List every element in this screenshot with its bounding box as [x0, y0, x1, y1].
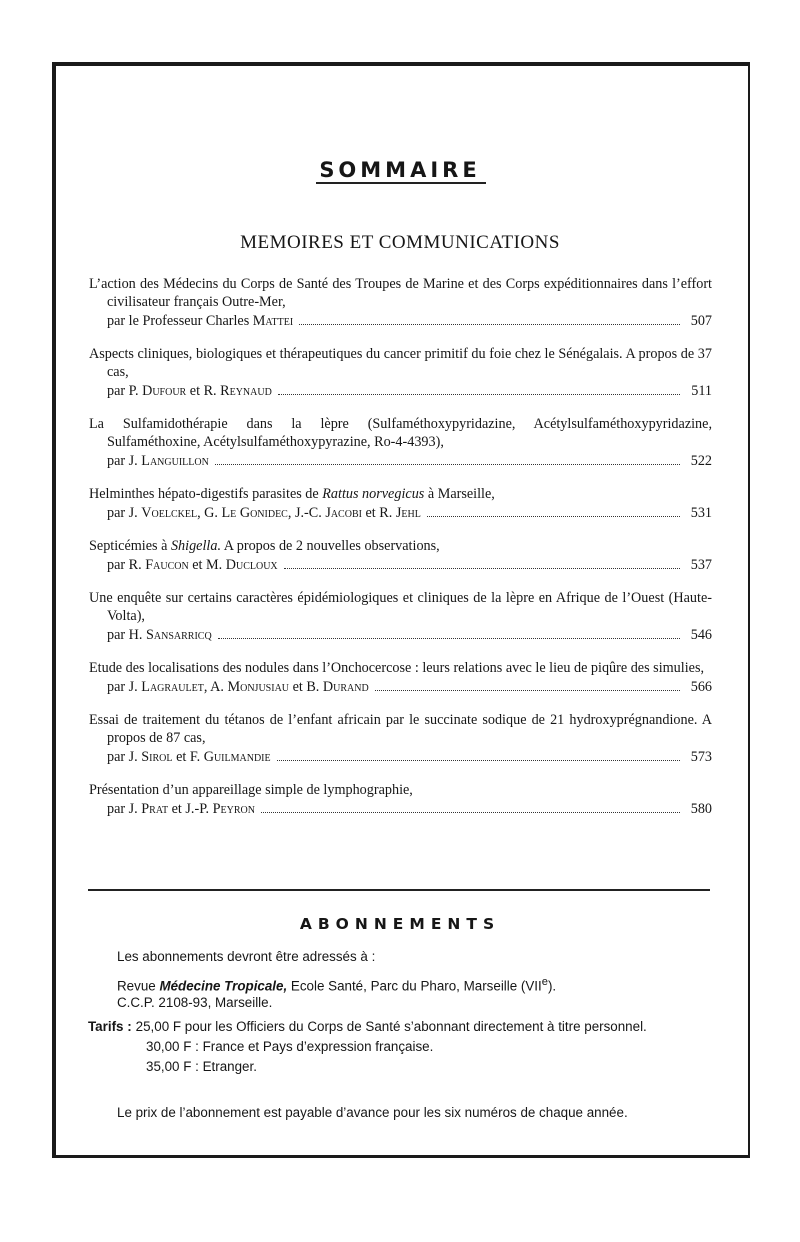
- toc-entry: [89, 589, 712, 644]
- tarif-row-1: [88, 1018, 710, 1035]
- toc-entry: [89, 659, 712, 696]
- toc-entry-title: Etude des localisations des nodules dans l’Onchocercose : leurs relations avec le lieu de piqûre des simulies,: [89, 660, 705, 676]
- toc-entry: [89, 485, 712, 522]
- section-heading: MEMOIRES ET COMMUNICATIONS: [240, 232, 560, 253]
- dot-leader: [218, 638, 680, 639]
- toc-entry-authors: par J. Languillon: [107, 453, 209, 469]
- tarif-officiers: 25,00 F pour les Officiers du Corps de Santé s’abonnant directement à titre personnel.: [135, 1019, 647, 1034]
- toc-entry-authors: par J. Prat et J.-P. Peyron: [107, 801, 255, 817]
- toc-entry-title: Une enquête sur certains caractères épidémiologiques et cliniques de la lèpre en Afrique de l’Ouest (Haute-Volta),: [89, 590, 712, 624]
- abonnements-intro: [88, 948, 710, 965]
- dot-leader: [375, 690, 680, 691]
- address-text: Revue Médecine Tropicale, Ecole Santé, Parc du Pharo, Marseille (VIIe). C.C.P. 2108-93, Marseille.: [117, 976, 557, 1011]
- toc-entry-page-number: 511: [691, 383, 712, 399]
- toc-entry: [89, 275, 712, 330]
- toc-entry-page-number: 573: [690, 749, 712, 765]
- tarifs-label: Tarifs :: [88, 1019, 132, 1034]
- toc-entry-authors: par le Professeur Charles Mattei: [107, 313, 294, 329]
- toc-entry-title: La Sulfamidothérapie dans la lèpre (Sulfaméthoxypyridazine, Acétylsulfaméthoxypyridazine, Sulfaméthoxine, Acétylsulfaméthoxypyrazine, Ro-4-4393),: [89, 416, 712, 450]
- abonnements-title: ABONNEMENTS: [299, 915, 501, 933]
- toc-entry-page-number: 531: [690, 505, 712, 521]
- toc-entry-author-row: [89, 312, 712, 330]
- toc-entry-author-row: [89, 800, 712, 818]
- toc-entry-authors: par J. Voelckel, G. Le Gonidec, J.-C. Jacobi et R. Jehl: [107, 505, 421, 521]
- toc-entry-title: Aspects cliniques, biologiques et thérapeutiques du cancer primitif du foie chez le Sénégalais. A propos de 37 cas,: [89, 346, 712, 380]
- toc-entry-page-number: 522: [690, 453, 712, 469]
- dot-leader: [299, 324, 680, 325]
- toc-entry-page-number: 537: [690, 557, 712, 573]
- tarif-row-2: [88, 1038, 710, 1055]
- payment-note: [88, 1104, 710, 1121]
- toc-entry-authors: par H. Sansarricq: [107, 627, 212, 643]
- toc-entry-page-number: 580: [690, 801, 712, 817]
- tarif-row-3: [88, 1058, 710, 1075]
- toc-entry-author-row: [89, 556, 712, 574]
- toc-entry-authors: par R. Faucon et M. Ducloux: [107, 557, 278, 573]
- tarif-france-text: France et Pays d’expression française.: [202, 1039, 434, 1054]
- dot-leader: [261, 812, 680, 813]
- toc-entry-author-row: [89, 748, 712, 766]
- toc-entry: [89, 781, 712, 818]
- dot-leader: [277, 760, 680, 761]
- dot-leader: [284, 568, 680, 569]
- toc-entry-page-number: 507: [690, 313, 712, 329]
- dot-leader: [215, 464, 680, 465]
- table-of-contents: [89, 275, 712, 833]
- toc-entry-title: Septicémies à Shigella. A propos de 2 nouvelles observations,: [89, 538, 440, 554]
- toc-entry-title: Essai de traitement du tétanos de l’enfant africain par le succinate sodique de 21 hydroxyprégnandione. A propos de 87 cas,: [89, 712, 712, 746]
- abonnements-intro-text: Les abonnements devront être adressés à :: [117, 949, 376, 964]
- tarifs-block: [88, 1018, 710, 1075]
- tarif-france-amount: 30,00 F :: [146, 1039, 199, 1054]
- section-divider: [88, 889, 710, 891]
- toc-entry: [89, 537, 712, 574]
- dot-leader: [427, 516, 680, 517]
- sommaire-title: SOMMAIRE: [319, 158, 481, 182]
- toc-entry-title: Présentation d’un appareillage simple de lymphographie,: [89, 782, 413, 798]
- toc-entry-authors: par J. Sirol et F. Guilmandie: [107, 749, 271, 765]
- toc-entry-author-row: [89, 678, 712, 696]
- toc-entry-author-row: [89, 504, 712, 522]
- toc-entry: [89, 345, 712, 400]
- toc-entry-author-row: [89, 626, 712, 644]
- toc-entry-title: Helminthes hépato-digestifs parasites de Rattus norvegicus à Marseille,: [89, 486, 495, 502]
- toc-entry: [89, 415, 712, 470]
- toc-entry-page-number: 546: [690, 627, 712, 643]
- sommaire-underline: [316, 182, 486, 184]
- toc-entry: [89, 711, 712, 766]
- tarif-etranger-amount: 35,00 F :: [146, 1059, 199, 1074]
- toc-entry-authors: par J. Lagraulet, A. Monjusiau et B. Durand: [107, 679, 369, 695]
- payment-note-text: Le prix de l’abonnement est payable d’avance pour les six numéros de chaque année.: [117, 1105, 628, 1120]
- toc-entry-title: L’action des Médecins du Corps de Santé des Troupes de Marine et des Corps expéditionnaires dans l’effort civilisateur français Outre-Mer,: [89, 276, 712, 310]
- toc-entry-author-row: [89, 452, 712, 470]
- toc-entry-author-row: [89, 382, 712, 400]
- tarif-etranger-text: Etranger.: [202, 1059, 257, 1074]
- abonnements-address: [88, 974, 710, 1011]
- dot-leader: [278, 394, 680, 395]
- toc-entry-authors: par P. Dufour et R. Reynaud: [107, 383, 272, 399]
- toc-entry-page-number: 566: [690, 679, 712, 695]
